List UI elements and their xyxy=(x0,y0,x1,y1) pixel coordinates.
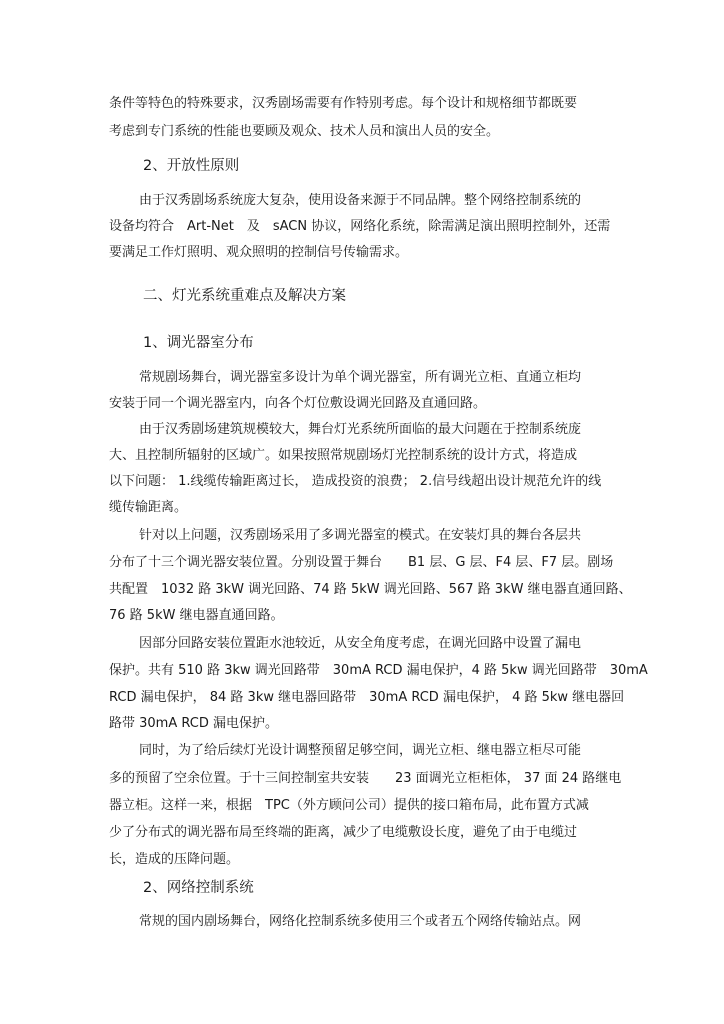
text-line: 考虑到专门系统的性能也要顾及观众、技术人员和演出人员的安全。 xyxy=(109,124,500,139)
text-line: 由于汉秀剧场建筑规模较大，舞台灯光系统所面临的最大问题在于控制系统庞 xyxy=(139,422,582,437)
text-line: 缆传输距离。 xyxy=(109,500,188,515)
text-line: 设备均符合 Art-Net 及 sACN 协议，网络化系统，除需满足演出照明控制外，还需 xyxy=(109,219,611,234)
section-heading: 二、灯光系统重难点及解决方案 xyxy=(143,288,346,304)
text-line: 要满足工作灯照明、观众照明的控制信号传输需求。 xyxy=(109,245,409,260)
text-line: 多的预留了空余位置。于十三间控制室共安装 23 面调光立柜柜体， 37 面 24 路继电 xyxy=(109,771,622,786)
text-line: 保护。共有 510 路 3kw 调光回路带 30mA RCD 漏电保护，4 路 5kw 调光回路带 30mA xyxy=(109,663,648,678)
text-line: 针对以上问题，汉秀剧场采用了多调光器室的模式。在安装灯具的舞台各层共 xyxy=(139,528,582,543)
text-line: 共配置 1032 路 3kW 调光回路、74 路 5kW 调光回路、567 路 3kW 继电器直通回路、 xyxy=(109,582,632,597)
text-line: 由于汉秀剧场系统庞大复杂，使用设备来源于不同品牌。整个网络控制系统的 xyxy=(139,193,582,208)
text-line: 以下问题： 1.线缆传输距离过长， 造成投资的浪费； 2.信号线超出设计规范允许的线 xyxy=(109,474,602,489)
text-line: 常规剧场舞台，调光器室多设计为单个调光器室，所有调光立柜、直通立柜均 xyxy=(139,370,582,385)
text-line: 条件等特色的特殊要求，汉秀剧场需要有作特别考虑。每个设计和规格细节都既要 xyxy=(109,96,578,111)
text-line: 76 路 5kW 继电器直通回路。 xyxy=(109,608,284,623)
text-line: 长，造成的压降问题。 xyxy=(109,852,240,867)
section-heading: 1、调光器室分布 xyxy=(143,335,254,351)
text-line: 大、且控制所辐射的区域广。如果按照常规剧场灯光控制系统的设计方式，将造成 xyxy=(109,448,578,463)
text-line: 器立柜。这样一来，根据 TPC（外方顾问公司）提供的接口箱布局，此布置方式减 xyxy=(109,798,589,813)
text-line: 安装于同一个调光器室内，向各个灯位敷设调光回路及直通回路。 xyxy=(109,396,487,411)
section-heading: 2、网络控制系统 xyxy=(143,880,254,896)
text-line: 因部分回路安装位置距水池较近，从安全角度考虑，在调光回路中设置了漏电 xyxy=(139,636,582,651)
text-line: 分布了十三个调光器安装位置。分别设置于舞台 B1 层、G 层、F4 层、F7 层。剧场 xyxy=(109,555,614,570)
text-line: RCD 漏电保护， 84 路 3kw 继电器回路带 30mA RCD 漏电保护， 4 路 5kw 继电器回 xyxy=(109,690,625,705)
text-line: 常规的国内剧场舞台，网络化控制系统多使用三个或者五个网络传输站点。网 xyxy=(139,914,582,929)
text-line: 路带 30mA RCD 漏电保护。 xyxy=(109,716,278,731)
section-heading: 2、开放性原则 xyxy=(143,158,240,174)
text-line: 少了分布式的调光器布局至终端的距离，减少了电缆敷设长度，避免了由于电缆过 xyxy=(109,825,578,840)
text-line: 同时，为了给后续灯光设计调整预留足够空间，调光立柜、继电器立柜尽可能 xyxy=(139,743,582,758)
